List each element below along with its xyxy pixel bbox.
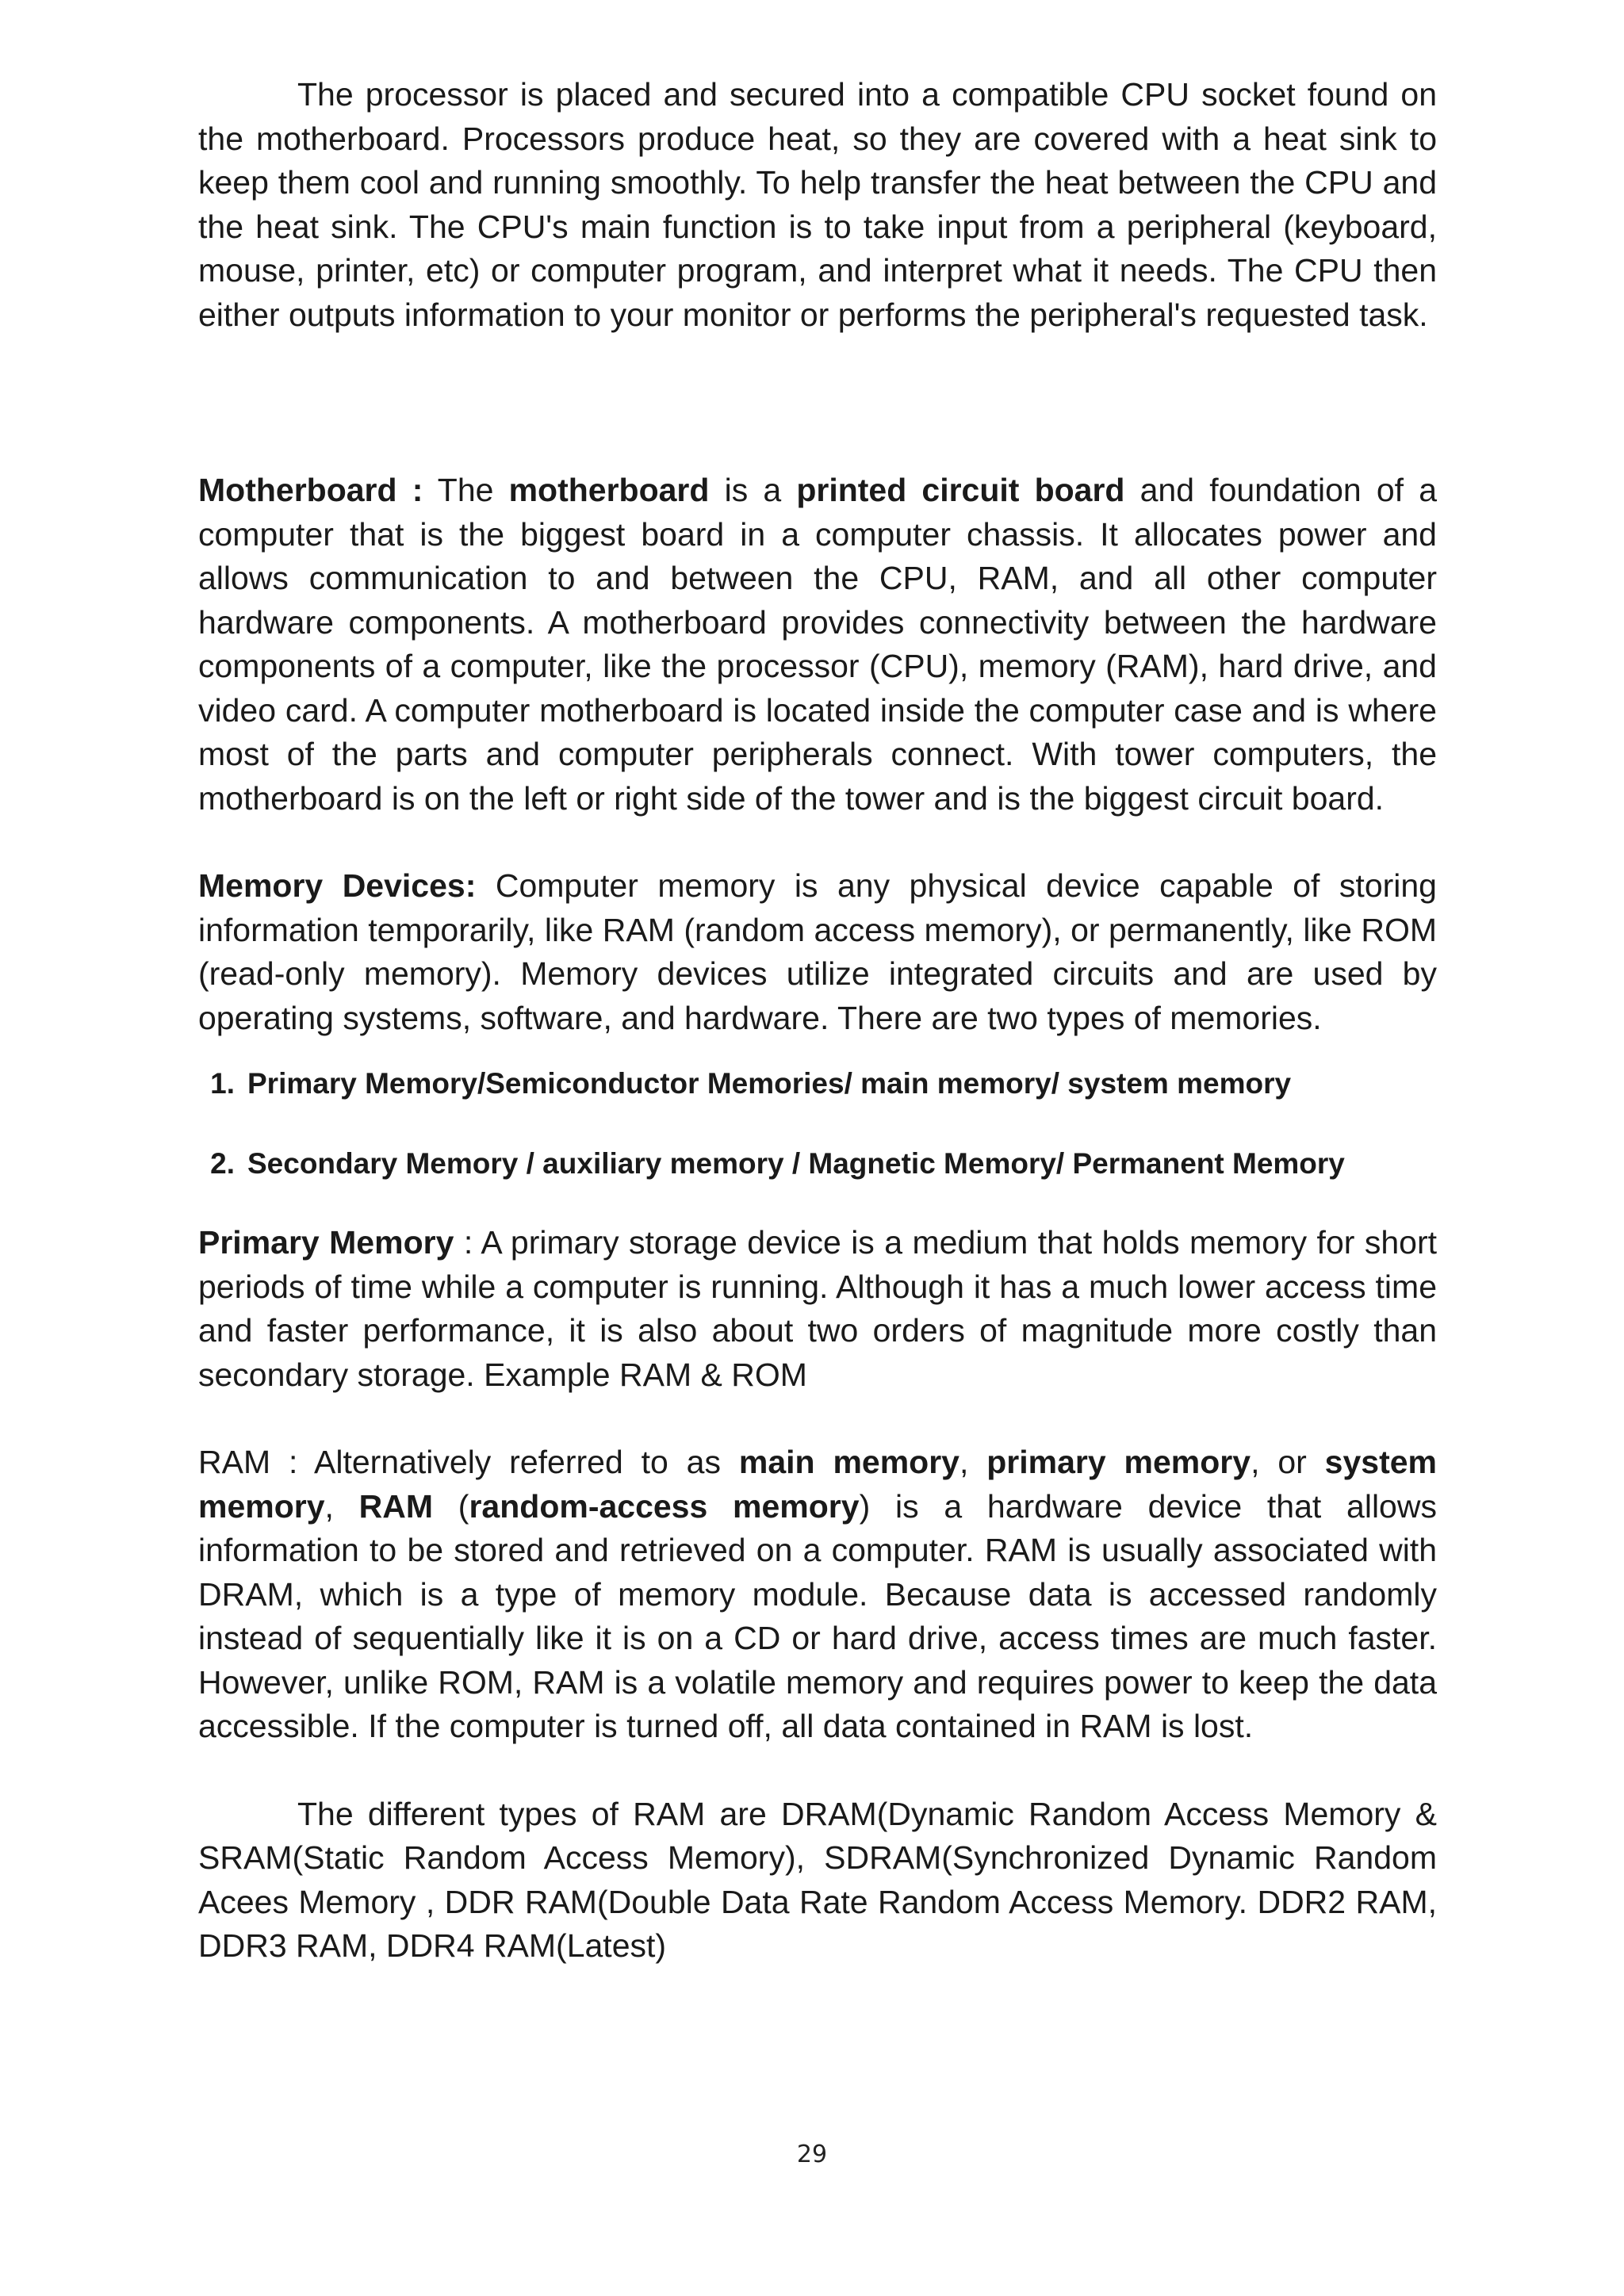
- ram-text-1: RAM : Alternatively referred to as: [198, 1444, 739, 1480]
- ram-paragraph: [198, 1441, 1437, 1749]
- ram-bold-primary-memory: primary memory: [986, 1444, 1251, 1480]
- primary-memory-text: : A primary storage device is a medium that holds memory for short periods of time while a computer is running. Although it has a much lower access time and faster performance, it is also about two orders of magnitude more costly than secondary storage. Example RAM & ROM: [198, 1224, 1437, 1393]
- ram-bold-system-memory: system memory: [198, 1444, 1437, 1525]
- motherboard-paragraph: [198, 469, 1437, 821]
- motherboard-bold-term: motherboard: [508, 472, 710, 508]
- pcb-bold-term: printed circuit board: [796, 472, 1125, 508]
- list-item: [198, 1066, 1437, 1102]
- ram-text-4: ,: [324, 1487, 359, 1525]
- memory-devices-paragraph: [198, 864, 1437, 1040]
- ram-types-paragraph: [198, 1793, 1437, 1969]
- cpu-paragraph: [198, 73, 1437, 337]
- list-item-label: Secondary Memory / auxiliary memory / Magnetic Memory/ Permanent Memory: [247, 1147, 1345, 1180]
- ram-text-6: ) is a hardware device that allows information to be stored and retrieved on a computer. RAM is usually associated with DRAM, which is a type of memory module. Because data is accessed randomly instead of sequentially like it is on a CD or hard drive, access times are much faster. However, unlike ROM, RAM is a volatile memory and requires power to keep the data accessible. If the computer is turned off, all data contained in RAM is lost.: [198, 1487, 1437, 1744]
- motherboard-text-1: The: [423, 472, 509, 508]
- list-item: [198, 1146, 1437, 1182]
- primary-memory-heading: Primary Memory: [198, 1224, 454, 1261]
- ram-bold-ram: RAM: [358, 1487, 434, 1525]
- list-item-number: 2.: [210, 1147, 235, 1180]
- motherboard-text-3: and foundation of a computer that is the biggest board in a computer chassis. It allocates power and allows communication to and between the CPU, RAM, and all other computer hardware components. A motherboard provides connectivity between the hardware components of a computer, like the processor (CPU), memory (RAM), hard drive, and video card. A computer motherboard is located inside the computer case and is where most of the parts and computer peripherals connect. With tower computers, the motherboard is on the left or right side of the tower and is the biggest circuit board.: [198, 472, 1437, 817]
- motherboard-text-2: is a: [709, 472, 797, 508]
- motherboard-heading: Motherboard :: [198, 472, 423, 508]
- ram-types-text: The different types of RAM are DRAM(Dynamic Random Access Memory & SRAM(Static Random Access Memory), SDRAM(Synchronized Dynamic Random Acees Memory , DDR RAM(Double Data Rate Random Access Memory. DDR2 RAM, DDR3 RAM, DDR4 RAM(Latest): [198, 1795, 1437, 1964]
- ram-bold-main-memory: main memory: [738, 1444, 959, 1480]
- page-number: 29: [796, 2141, 828, 2168]
- memory-types-list: [198, 1066, 1437, 1182]
- ram-text-2: ,: [959, 1444, 987, 1480]
- memory-devices-text: Computer memory is any physical device capable of storing information temporarily, like RAM (random access memory), or permanently, like ROM (read-only memory). Memory devices utilize integrated circuits and are used by operating systems, software, and hardware. There are two types of memories.: [198, 867, 1437, 1036]
- list-item-label: Primary Memory/Semiconductor Memories/ main memory/ system memory: [247, 1067, 1292, 1100]
- list-item-number: 1.: [210, 1067, 235, 1100]
- cpu-paragraph-text: The processor is placed and secured into a compatible CPU socket found on the motherboard. Processors produce heat, so they are covered with a heat sink to keep them cool and running smoothly. To help transfer the heat between the CPU and the heat sink. The CPU's main function is to take input from a peripheral (keyboard, mouse, printer, etc) or computer program, and interpret what it needs. The CPU then either outputs information to your monitor or performs the peripheral's requested task.: [198, 76, 1437, 333]
- primary-memory-paragraph: [198, 1221, 1437, 1397]
- ram-text-5: (: [433, 1487, 469, 1525]
- document-body: [198, 73, 1437, 1969]
- ram-text-3: , or: [1251, 1444, 1325, 1480]
- ram-bold-random-access: random-access memory: [469, 1487, 860, 1525]
- memory-devices-heading: Memory Devices:: [198, 867, 477, 904]
